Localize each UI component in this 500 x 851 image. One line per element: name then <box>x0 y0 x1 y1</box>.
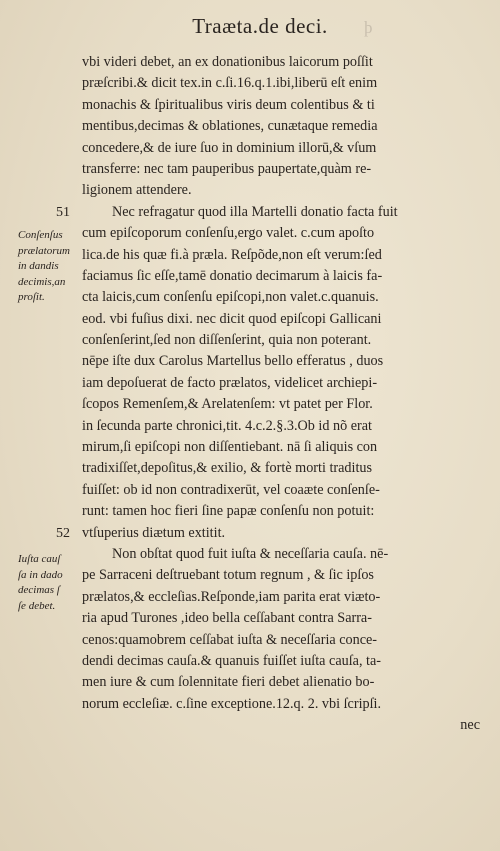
text-line: mirum,ſi epiſcopi non diſſentiebant. nā ſi aliquis con <box>82 439 378 456</box>
text-line: tradixiſſet,depoſitus,& exilio, & fortè morti traditus <box>82 460 373 477</box>
marginal-note-52 <box>18 552 82 614</box>
text-line: præſcribi.& dicit tex.in c.ſi.16.q.1.ibi,liberū eſt enim <box>82 75 378 92</box>
text-line: pe Sarraceni deſtruebant totum regnum , & ſic ipſos <box>82 567 374 584</box>
page-title: Traæta.de deci. <box>192 14 328 38</box>
text-line: eod. vbi fuſius dixi. nec dicit quod epiſcopi Gallicani <box>82 310 382 327</box>
marginal-note-line: prælatorum <box>18 244 70 257</box>
text-line: men iure & cum ſolennitate fieri debet alienatio bo- <box>82 674 375 691</box>
text-line: runt: tamen hoc fieri ſine papæ conſenſu non potuit: <box>82 503 375 520</box>
text-line: cum epiſcoporum conſenſu,ergo valet. c.cum apoſto <box>82 225 375 242</box>
text-line: concedere,& de iure ſuo in dominium illorū,& vſum <box>82 139 377 156</box>
text-line: Non obſtat quod fuit iuſta & neceſſaria cauſa. nē- <box>112 545 389 562</box>
text-line: vtſuperius diætum extitit. <box>82 524 226 541</box>
bleed-through-mark: þ <box>364 18 373 37</box>
text-line: nēpe iſte dux Carolus Martellus bello efferatus , duos <box>82 353 384 370</box>
text-line: ligionem attendere. <box>82 182 192 199</box>
text-line: ria apud Turones ,ideo bella ceſſabant contra Sarra- <box>82 610 372 627</box>
text-line: conſenſerint,ſed non diſſenſerint, quia non poterant. <box>82 332 372 349</box>
marginal-note-line: proſit. <box>18 291 45 303</box>
paragraph-number-52: 52 <box>56 526 70 541</box>
text-line: mentibus,decimas & oblationes, cunætaque remedia <box>82 118 378 135</box>
text-line: norum eccleſiæ. c.ſine exceptione.12.q. 2. vbi ſcripſi. <box>82 695 382 712</box>
body-text <box>82 52 482 737</box>
marginal-note-51 <box>18 228 82 306</box>
text-line: Nec refragatur quod illa Martelli donatio facta fuit <box>112 203 398 220</box>
text-line: vbi videri debet, an ex donationibus laicorum poſſit <box>82 54 373 70</box>
marginal-note-line: in dandis <box>18 260 59 272</box>
text-line: transferre: nec tam pauperibus paupertate,quàm re- <box>82 160 372 177</box>
text-line: cenos:quamobrem ceſſabat iuſta & neceſſaria conce- <box>82 631 378 648</box>
text-line: dendi decimas cauſa.& quanuis fuiſſet iuſta cauſa, ta- <box>82 652 382 669</box>
marginal-note-line: decimas ſ <box>18 584 60 596</box>
paragraph-number-51: 51 <box>56 205 70 220</box>
text-line: ſcopos Remenſem,& Arelatenſem: vt patet per Flor. <box>82 396 373 413</box>
text-line: monachis & ſpiritualibus viris deum colentibus & ti <box>82 96 375 113</box>
marginal-note-line: decimis,an <box>18 275 66 288</box>
marginal-note-line: Iuſta cauſ <box>18 553 61 565</box>
marginal-note-line: ſa in dado <box>18 568 63 581</box>
text-line: prælatos,& eccleſias.Reſponde,iam parita erat viæto- <box>82 588 381 605</box>
text-line: iam depoſuerat de facto prælatos, videlicet archiepi- <box>82 374 378 391</box>
marginal-note-line: ſe debet. <box>18 599 56 612</box>
text-line: cta laicis,cum conſenſu epiſcopi,non valet.c.quanuis. <box>82 289 379 306</box>
marginal-note-line: Conſenſus <box>18 229 63 241</box>
text-line: fuiſſet: ob id non contradixerūt, vel coaæte conſenſe- <box>82 481 380 498</box>
text-line: faciamus ſic eſſe,tamē donatio decimarum à laicis fa- <box>82 267 383 284</box>
text-line: in ſecunda parte chronici,tit. 4.c.2.§.3.Ob id nõ erat <box>82 417 372 434</box>
catchword: nec <box>460 717 480 734</box>
running-header <box>0 14 500 39</box>
text-line: lica.de his quæ fi.à præla. Reſpõde,non eſt verum:ſed <box>82 246 382 263</box>
